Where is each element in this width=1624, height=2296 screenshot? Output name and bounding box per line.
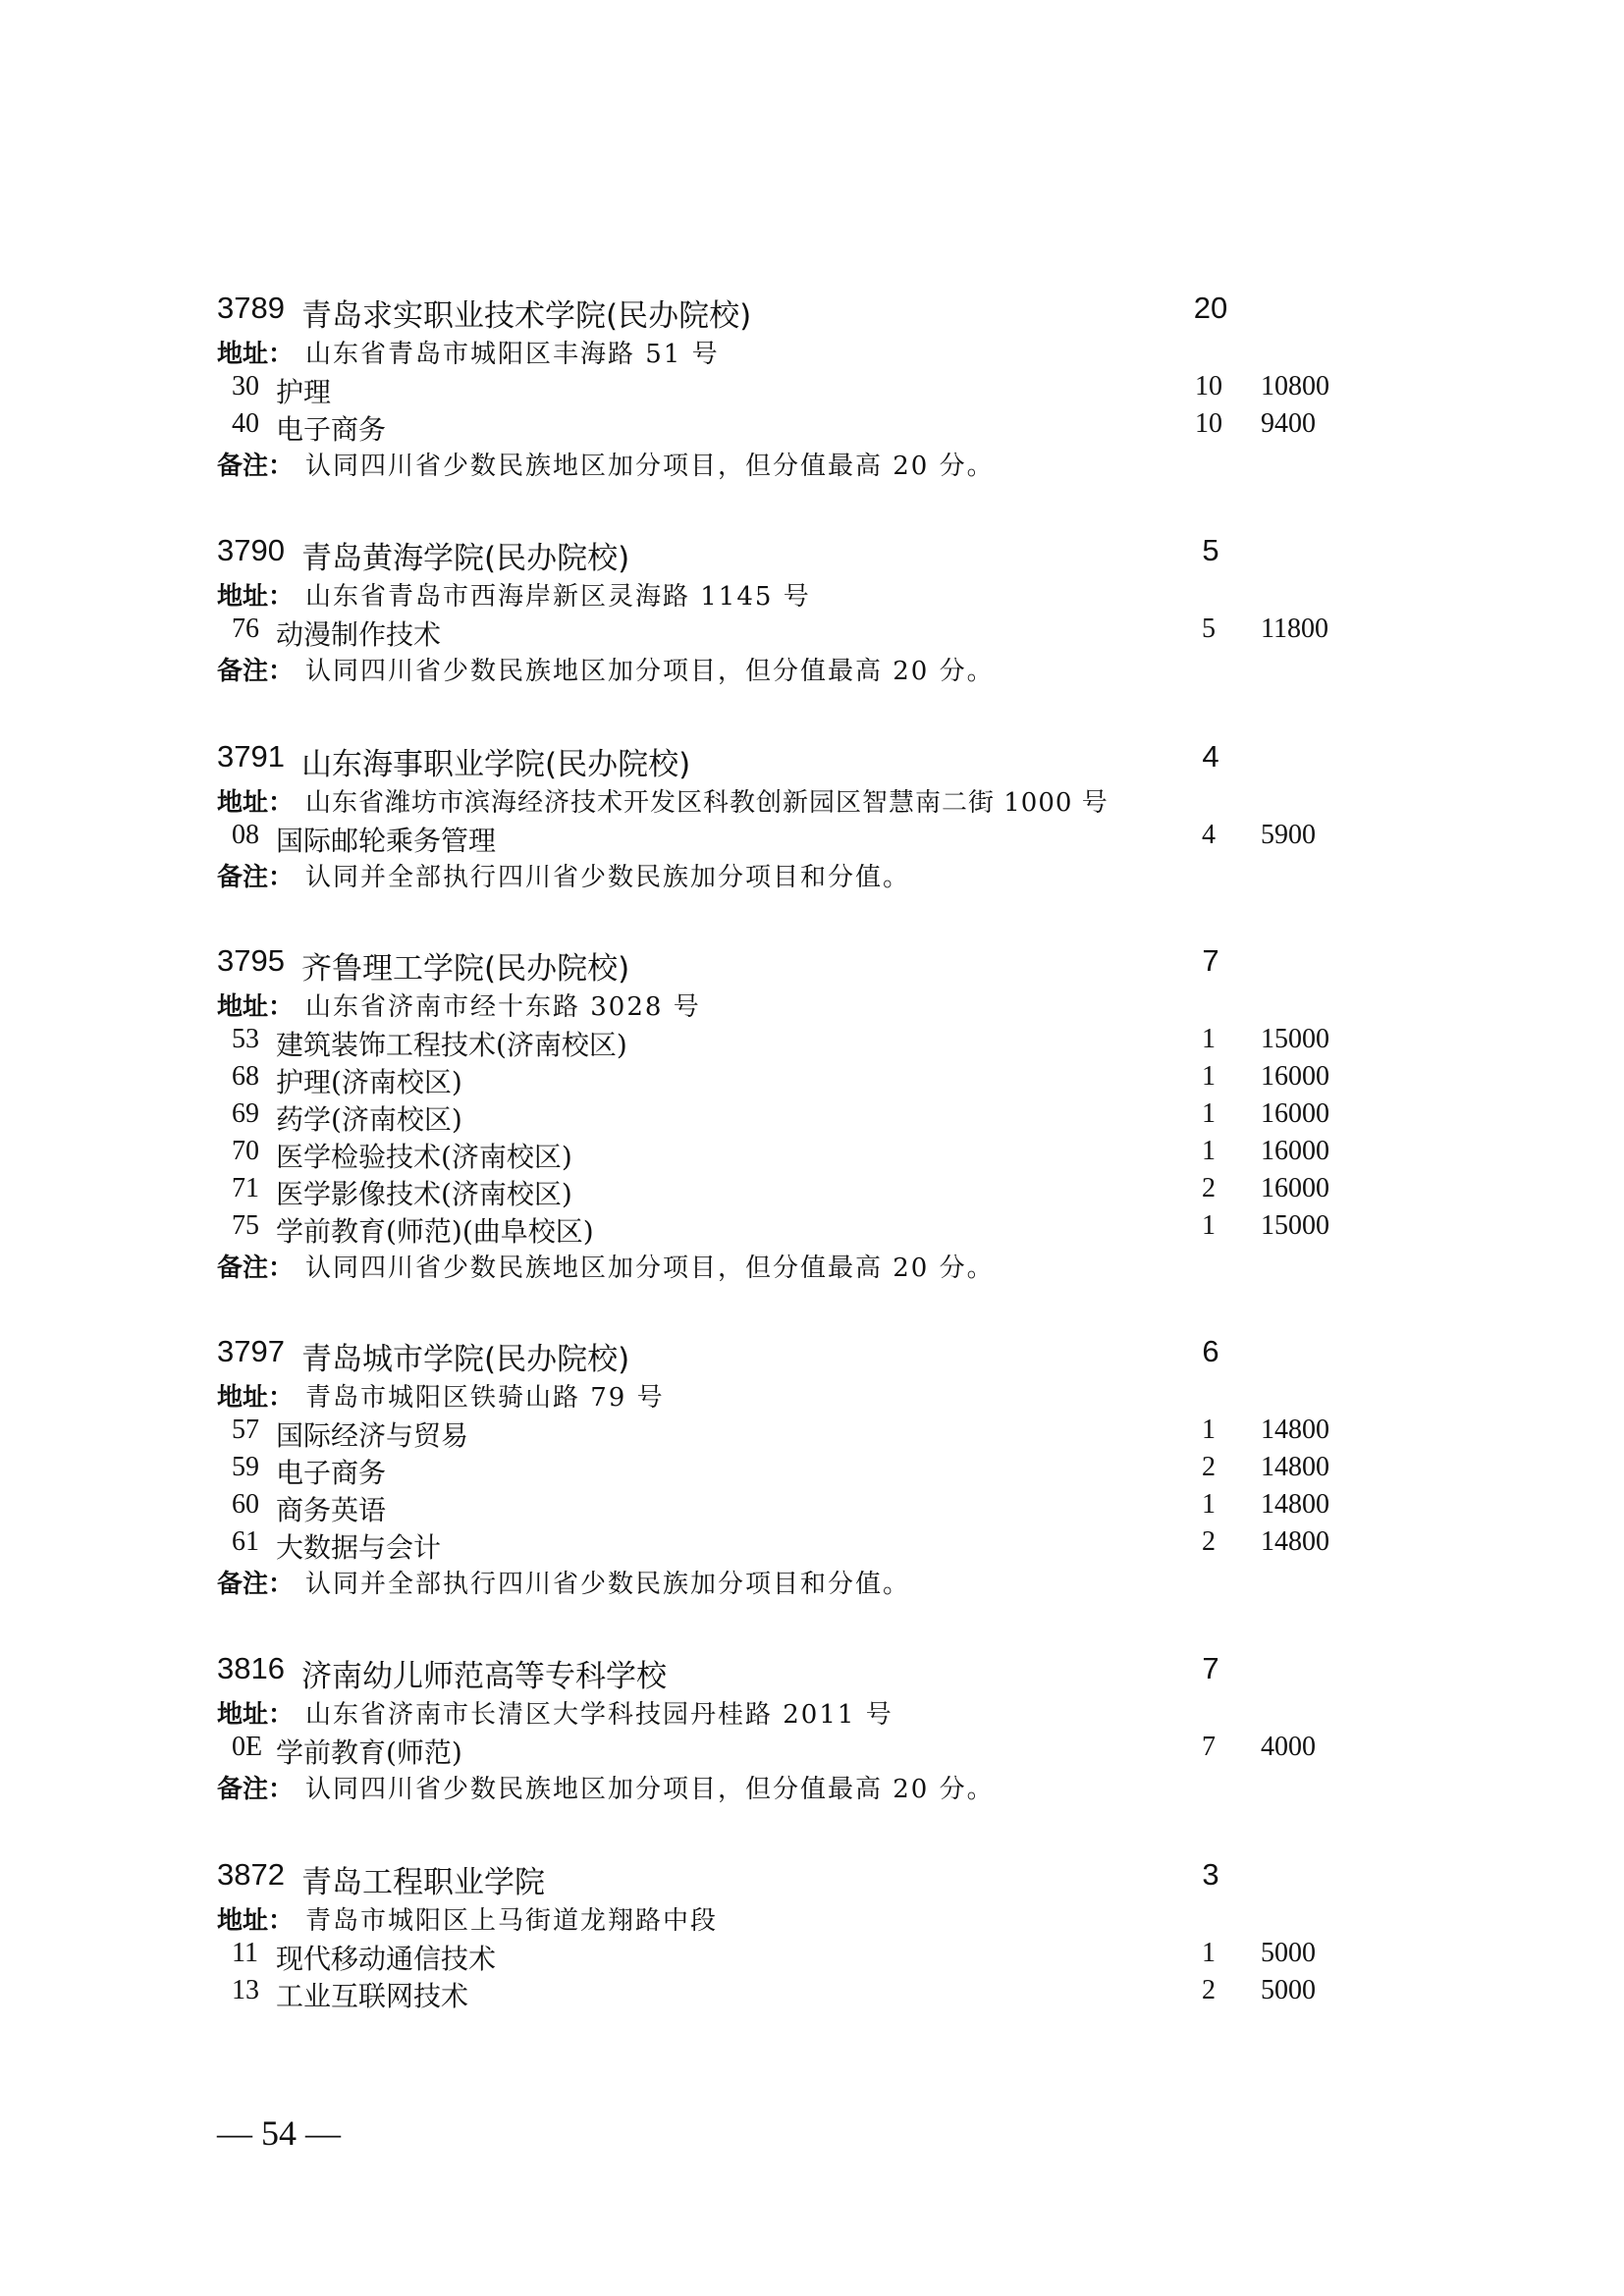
major-code: 08 [232,820,259,850]
major-count: 1 [1202,1024,1216,1054]
major-name: 药学(济南校区) [276,1103,462,1136]
note-label: 备注： [217,863,295,892]
address-text: 青岛市城阳区铁骑山路 79 号 [305,1383,665,1413]
address-label: 地址： [217,1383,295,1413]
note-label: 备注： [217,1254,295,1283]
address-text: 山东省潍坊市滨海经济技术开发区科教创新园区智慧南二街 1000 号 [305,788,1109,818]
major-row [0,1452,1624,1489]
major-count: 2 [1202,1975,1216,2005]
address-label: 地址： [217,340,295,369]
note-text: 认同并全部执行四川省少数民族加分项目和分值。 [305,1570,911,1599]
major-name: 工业互联网技术 [276,1980,469,2012]
major-fee: 14800 [1261,1526,1329,1557]
address-text: 山东省济南市长清区大学科技园丹桂路 2011 号 [305,1700,893,1730]
note-label: 备注： [217,1775,295,1804]
major-count: 1 [1202,1061,1216,1092]
major-row [0,1526,1624,1564]
major-name: 国际邮轮乘务管理 [276,825,497,857]
major-fee: 15000 [1261,1024,1329,1054]
major-name: 电子商务 [276,1457,387,1489]
school-name: 山东海事职业学院(民办院校) [301,747,691,782]
address-label: 地址： [217,992,295,1022]
note-line [0,1248,1624,1285]
school-total: 5 [1202,533,1219,567]
major-count: 7 [1202,1732,1216,1762]
school-code: 3872 [217,1857,285,1892]
major-row [0,614,1624,651]
note-line [0,446,1624,483]
address-text: 山东省济南市经十东路 3028 号 [305,992,701,1022]
address-line [0,987,1624,1024]
major-row [0,1173,1624,1210]
note-text: 认同并全部执行四川省少数民族加分项目和分值。 [305,863,911,892]
major-code: 40 [232,408,259,439]
major-code: 70 [232,1136,259,1166]
school-name: 青岛工程职业学院 [301,1865,545,1900]
major-code: 13 [232,1975,259,2005]
major-fee: 5900 [1261,820,1316,850]
major-count: 1 [1202,1938,1216,1968]
school-header [0,1334,1624,1377]
major-row [0,408,1624,446]
note-text: 认同四川省少数民族地区加分项目，但分值最高 20 分。 [305,452,995,481]
major-code: 69 [232,1098,259,1129]
major-code: 59 [232,1452,259,1482]
major-code: 60 [232,1489,259,1520]
major-row [0,371,1624,408]
address-line [0,334,1624,371]
school-code: 3791 [217,739,285,774]
address-text: 山东省青岛市城阳区丰海路 51 号 [305,340,720,369]
major-name: 护理 [276,376,332,408]
school-header [0,739,1624,782]
school-total: 7 [1202,1651,1219,1685]
address-label: 地址： [217,1906,295,1936]
major-name: 大数据与会计 [276,1531,442,1564]
major-fee: 4000 [1261,1732,1316,1762]
address-text: 山东省青岛市西海岸新区灵海路 1145 号 [305,582,811,612]
school-name: 青岛求实职业技术学院(民办院校) [301,298,752,334]
note-label: 备注： [217,657,295,686]
major-code: 57 [232,1415,259,1445]
school-header [0,943,1624,987]
note-text: 认同四川省少数民族地区加分项目，但分值最高 20 分。 [305,657,995,686]
school-total: 3 [1202,1857,1219,1892]
address-line [0,1694,1624,1732]
school-total: 7 [1202,943,1219,978]
major-code: 61 [232,1526,259,1557]
major-code: 53 [232,1024,259,1054]
major-row [0,820,1624,857]
major-count: 10 [1195,408,1222,439]
school-header [0,1857,1624,1900]
major-code: 76 [232,614,259,644]
note-line [0,1564,1624,1601]
major-row [0,1415,1624,1452]
address-line [0,576,1624,614]
school-code: 3790 [217,533,285,567]
major-fee: 10800 [1261,371,1329,401]
school-code: 3795 [217,943,285,978]
address-line [0,782,1624,820]
major-count: 2 [1202,1526,1216,1557]
major-code: 75 [232,1210,259,1241]
major-name: 动漫制作技术 [276,618,442,651]
school-code: 3797 [217,1334,285,1368]
school-name: 齐鲁理工学院(民办院校) [301,951,630,987]
major-row [0,1489,1624,1526]
address-line [0,1900,1624,1938]
major-row [0,1061,1624,1098]
school-code: 3789 [217,291,285,325]
major-fee: 16000 [1261,1098,1329,1129]
major-count: 5 [1202,614,1216,644]
page-number: — 54 — [217,2113,341,2153]
address-line [0,1377,1624,1415]
major-fee: 16000 [1261,1136,1329,1166]
school-total: 20 [1193,291,1228,325]
school-name: 济南幼儿师范高等专科学校 [301,1659,667,1694]
major-count: 1 [1202,1415,1216,1445]
major-count: 1 [1202,1136,1216,1166]
major-count: 2 [1202,1173,1216,1203]
major-fee: 5000 [1261,1975,1316,2005]
major-fee: 11800 [1261,614,1328,644]
school-name: 青岛黄海学院(民办院校) [301,541,630,576]
school-header [0,533,1624,576]
major-count: 2 [1202,1452,1216,1482]
major-name: 电子商务 [276,413,387,446]
major-name: 护理(济南校区) [276,1066,462,1098]
address-label: 地址： [217,582,295,612]
school-name: 青岛城市学院(民办院校) [301,1342,630,1377]
school-header [0,291,1624,334]
major-row [0,1938,1624,1975]
note-line [0,1769,1624,1806]
major-count: 10 [1195,371,1222,401]
major-code: 68 [232,1061,259,1092]
major-row [0,1024,1624,1061]
school-code: 3816 [217,1651,285,1685]
major-count: 1 [1202,1098,1216,1129]
major-fee: 14800 [1261,1415,1329,1445]
major-row [0,1210,1624,1248]
major-fee: 14800 [1261,1452,1329,1482]
note-line [0,857,1624,894]
major-code: 71 [232,1173,259,1203]
major-fee: 5000 [1261,1938,1316,1968]
major-name: 医学检验技术(济南校区) [276,1141,572,1173]
major-fee: 14800 [1261,1489,1329,1520]
major-name: 学前教育(师范) [276,1736,462,1769]
school-header [0,1651,1624,1694]
major-name: 现代移动通信技术 [276,1943,497,1975]
major-count: 1 [1202,1210,1216,1241]
major-name: 商务英语 [276,1494,387,1526]
address-text: 青岛市城阳区上马街道龙翔路中段 [305,1906,719,1936]
school-total: 6 [1202,1334,1219,1368]
major-fee: 15000 [1261,1210,1329,1241]
note-text: 认同四川省少数民族地区加分项目，但分值最高 20 分。 [305,1775,995,1804]
major-name: 国际经济与贸易 [276,1419,469,1452]
major-name: 建筑装饰工程技术(济南校区) [276,1029,627,1061]
note-label: 备注： [217,452,295,481]
major-code: 0E [232,1732,263,1762]
address-label: 地址： [217,1700,295,1730]
note-label: 备注： [217,1570,295,1599]
major-row [0,1098,1624,1136]
major-name: 学前教育(师范)(曲阜校区) [276,1215,594,1248]
school-total: 4 [1202,739,1219,774]
major-code: 11 [232,1938,258,1968]
major-fee: 16000 [1261,1061,1329,1092]
major-row [0,1975,1624,2012]
note-text: 认同四川省少数民族地区加分项目，但分值最高 20 分。 [305,1254,995,1283]
major-count: 1 [1202,1489,1216,1520]
major-name: 医学影像技术(济南校区) [276,1178,572,1210]
note-line [0,651,1624,688]
major-fee: 16000 [1261,1173,1329,1203]
major-row [0,1136,1624,1173]
major-row [0,1732,1624,1769]
major-code: 30 [232,371,259,401]
major-count: 4 [1202,820,1216,850]
major-fee: 9400 [1261,408,1316,439]
address-label: 地址： [217,788,295,818]
